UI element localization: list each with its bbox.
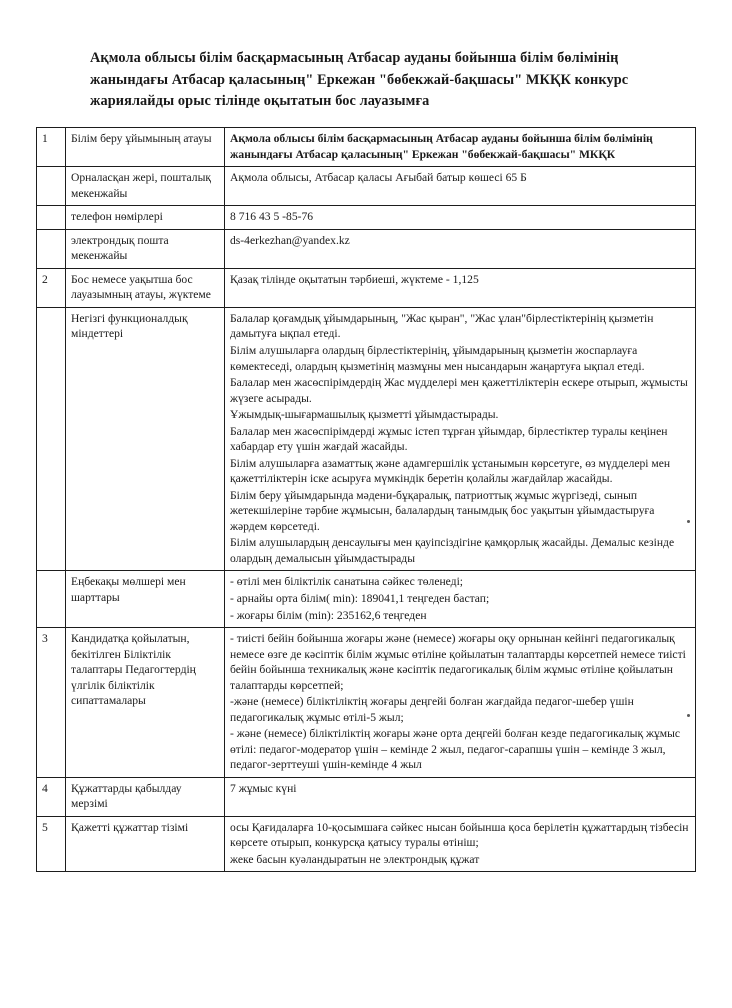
paragraph: -және (немесе) біліктіліктің жоғары деңгейі болған жағдайда педагог-шебер үшін педагогикалық жұмыс өтілі-5 жыл;: [230, 695, 634, 724]
row-value: [225, 628, 696, 778]
row-label: Білім беру ұйымының атауы: [66, 128, 225, 167]
row-value: [225, 816, 696, 872]
table-row: [37, 229, 696, 268]
paragraph: - тиісті бейін бойынша жоғары және (немесе) жоғары оқу орнынан кейінгі педагогикалық немесе өзге де кәсіптік білім жұмыс өтіліне қойылатын талаптарды көрсетпей немесе тиісті бейін бойынша техникалық және кәсіптік педагогикалық білім жұмыс өтіліне қойылатын талаптарды көрсетпей;: [230, 632, 686, 692]
row-label: Бос немесе уақытша бос лауазымның атауы, жүктеме: [66, 268, 225, 307]
row-label: Еңбекақы мөлшері мен шарттары: [66, 571, 225, 628]
row-value: [225, 571, 696, 628]
table-body: [37, 128, 696, 872]
table-row: [37, 777, 696, 816]
table-row: [37, 307, 696, 571]
row-value: Қазақ тілінде оқытатын тәрбиешi, жүктеме - 1,125: [225, 268, 696, 307]
row-label: телефон нөмірлері: [66, 206, 225, 230]
row-label: Кандидатқа қойылатын, бекітілген Біліктілік талаптары Педагогтердің үлгілік біліктілік сипаттамалары: [66, 628, 225, 778]
row-number: 4: [37, 777, 66, 816]
paragraph: Балалар мен жасөспірімдердің Жас мүдделері мен қажеттіліктерін ескере отырып, жұмысты жүзеге асырады.: [230, 376, 688, 405]
paragraph: Білім беру ұйымдарында мәдени-бұқаралық, патриоттық жұмыс жүргізеді, сынып жетекшілеріне тәрбие жұмысын, балалардың танымдық бос уақытын ұйымдастыруға жәрдем көрсетеді.: [230, 488, 655, 533]
vacancy-table: [36, 127, 696, 872]
paragraph: Білім алушыларға олардың бірлестіктерінің, ұйымдарының қызметін жоспарлауға көмектеседі, олардың қызметінің мазмұны мен нысандарын жаңартуға ықпал етеді.: [230, 344, 645, 373]
row-value: Ақмола облысы, Атбасар қаласы Ағыбай батыр көшесі 65 Б: [225, 167, 696, 206]
table-row: [37, 628, 696, 778]
paragraph: осы Қағидаларға 10-қосымшаға сәйкес нысан бойынша қоса берілетін құжаттардың тізбесін көрсете отырып, конкурсқа қатысу туралы өтініш;: [230, 820, 689, 850]
row-value: [225, 307, 696, 571]
row-number: [37, 307, 66, 571]
table-row: [37, 816, 696, 872]
page-title: Ақмола облысы білім басқармасының Атбасар ауданы бойынша білім бөлімінің жанындағы Атбасар қаласының" Еркежан "бөбекжай-бақшасы" МКҚК конкурс жариялайды орыс тілінде оқытатын бос лауазымға: [90, 50, 629, 110]
row-label: электрондық пошта мекенжайы: [66, 229, 225, 268]
row-label: Қажетті құжаттар тізімі: [66, 816, 225, 872]
scan-artifact-dot: [687, 520, 690, 523]
table-row: [37, 128, 696, 167]
table-row: [37, 206, 696, 230]
paragraph: Ұжымдық-шығармашылық қызметті ұйымдастырады.: [230, 408, 499, 422]
table-row: [37, 571, 696, 628]
row-number: [37, 206, 66, 230]
row-label: Негізгі функционалдық міндеттері: [66, 307, 225, 571]
row-value: 7 жұмыс күні: [225, 777, 696, 816]
row-label: Құжаттарды қабылдау мерзімі: [66, 777, 225, 816]
row-number: [37, 167, 66, 206]
paragraph: - және (немесе) біліктіліктің жоғары және орта деңгейі болған кезде педагогикалық жұмыс өтілі: педагог-модератор үшін – кемінде 2 жыл, педагог-сарапшы үшін – кемінде 3 жыл, педагог-зерттеуші үшін-кемінде 4 жыл: [230, 727, 681, 772]
paragraph: Балалар мен жасөспірімдерді жұмыс істеп тұрған ұйымдар, бірлестіктер туралы кеңінен хабардар ету үшін жағдай жасайды.: [230, 424, 668, 454]
paragraph: жеке басын куәландыратын не электрондық құжат: [230, 852, 480, 866]
paragraph: - жоғары білім (min): 235162,6 теңгеден: [230, 608, 427, 622]
table-row: [37, 268, 696, 307]
row-number: 5: [37, 816, 66, 872]
paragraph: Балалар қоғамдық ұйымдарының, "Жас қыран", "Жас ұлан"бірлестіктерінің қызметін дамытуға ықпал етеді.: [230, 311, 654, 341]
scan-artifact-dot: [687, 714, 690, 717]
paragraph: - арнайы орта білім( min): 189041,1 теңгеден бастап;: [230, 591, 490, 605]
row-label: Орналасқан жері, пошталық мекенжайы: [66, 167, 225, 206]
paragraph: Білім алушыларға азаматтық және адамгершілік ұстанымын көрсетуге, өз мүдделері мен қажеттіліктерін іске асыруға мүмкіндік беретін қолайлы жағдайлар жасайды.: [230, 456, 671, 486]
row-value: ds-4erkezhan@yandex.kz: [225, 229, 696, 268]
table-row: [37, 167, 696, 206]
row-value: Ақмола облысы білім басқармасының Атбасар ауданы бойынша білім бөлімінің жанындағы Атбасар қаласының" Еркежан "бөбекжай-бақшасы" МКҚК: [225, 128, 696, 167]
row-number: 3: [37, 628, 66, 778]
row-number: 1: [37, 128, 66, 167]
row-number: [37, 571, 66, 628]
paragraph: Білім алушылардың денсаулығы мен қауіпсіздігіне қамқорлық жасайды. Демалыс кезінде олардың демалысын ұйымдастырады: [230, 536, 675, 565]
row-value: 8 716 43 5 -85-76: [225, 206, 696, 230]
paragraph: - өтілі мен біліктілік санатына сәйкес төленеді;: [230, 575, 464, 589]
row-number: 2: [37, 268, 66, 307]
row-number: [37, 229, 66, 268]
